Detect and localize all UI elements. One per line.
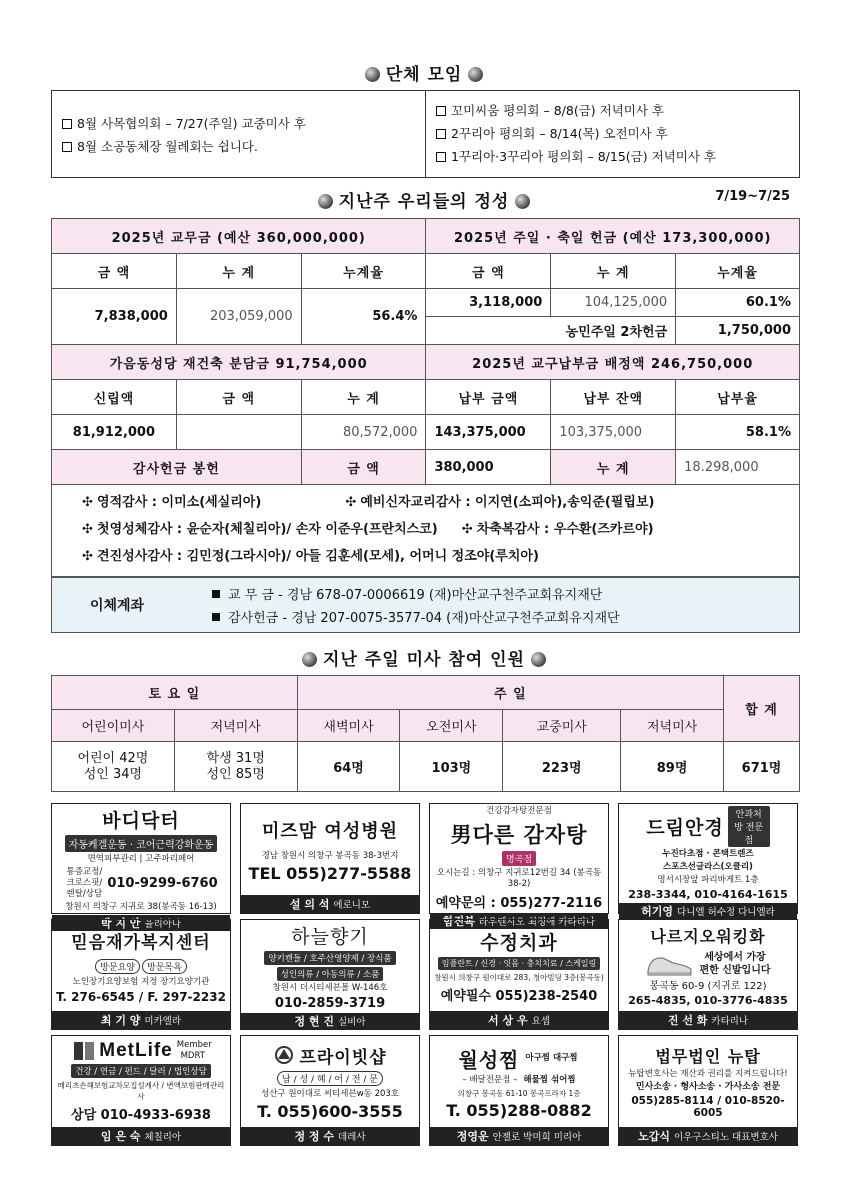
square-bullet-icon [212, 613, 220, 621]
ad-line: 성인의류 / 아동의류 / 소품 [277, 967, 384, 981]
ad-owner [52, 1127, 230, 1145]
thanks-label: 감사헌금 봉헌 [52, 450, 302, 485]
offering-title-text: 지난주 우리들의 정성 [338, 192, 510, 212]
ad-name: 나르지오워킹화 [650, 927, 766, 946]
ad-tel: 238-3344, 010-4164-1615 [628, 888, 788, 901]
mass-adult-count: 성인 34명 [83, 766, 143, 782]
ad-tel: 예약문의 : 055)277-2116 [435, 896, 603, 911]
ad-tel: T. 055)600-3555 [257, 1101, 403, 1121]
ad-welfare-center [51, 919, 231, 1030]
ad-line: 건강감자탕전문점 [486, 806, 552, 816]
ad-small: 창원시 더시티세븐몰 W-146호 [272, 983, 388, 993]
ad-line: 면역피부관리 | 고주파리페어 [87, 854, 195, 864]
bullet-icon [302, 652, 317, 667]
ad-owner-name: 진 선 화 [667, 1014, 708, 1027]
sun-amount: 3,118,000 [426, 289, 551, 317]
ad-line: 세상에서 가장 [704, 952, 766, 963]
mass-morning: 103명 [400, 742, 503, 792]
checkbox-icon [62, 119, 72, 129]
ad-small: 성산구 원이대로 씨티세븐w동 203호 [260, 1088, 400, 1099]
ad-line: 해물찜 섞어찜 [523, 1074, 576, 1085]
thanks-item: ✣ 첫영성체감사 : 윤순자(체칠리아)/ 손자 이준우(프란치스코) [82, 522, 438, 537]
ad-owner-sub: 카타리나 [711, 1016, 749, 1027]
group-title [0, 60, 848, 85]
col-total: 누 계 [551, 254, 676, 289]
ad-name: 드림안경 [646, 817, 724, 839]
thanks-col-total: 누 계 [551, 450, 676, 485]
ad-tel: TEL 055)277-5588 [248, 863, 412, 883]
thanks-text: 예비신자교리감사 : 이지연(소피아),송익준(필립보) [360, 495, 655, 510]
ad-narzio-shoes [618, 919, 798, 1030]
account-line [212, 607, 620, 626]
ad-owner [619, 1127, 797, 1145]
ad-small: 통증교정/크로스핏/렌탈/상담 [66, 867, 103, 899]
col-total: 누 계 [176, 254, 301, 289]
ad-owner-sub: 체칠리아 [144, 1132, 182, 1143]
ad-line: 자동케겔운동 · 코어근력강화운동 [65, 835, 218, 852]
ad-line: 안과처방 전문점 [728, 806, 770, 847]
ad-small: 메리츠손해보험교차모집설계사 / 변액보험판매관리사 [57, 1081, 225, 1101]
ad-line: 스포츠선글라스(오클리) [663, 862, 753, 872]
mass-col: 어린이미사 [52, 710, 175, 742]
ad-owner [619, 1011, 797, 1029]
ad-owner [430, 1127, 608, 1145]
ad-line: 건강 / 연금 / 펀드 / 달러 / 법인상담 [71, 1064, 211, 1078]
mass-main: 223명 [503, 742, 621, 792]
group-notice-box [51, 90, 800, 178]
ad-tel: 상담 010-4933-6938 [71, 1108, 211, 1123]
ad-owner-name: 정 정 수 [294, 1130, 334, 1143]
ad-mizmom [240, 803, 420, 914]
thanks-item: ✣ 차축복감사 : 우수환(즈카르야) [461, 522, 654, 537]
sun-total: 104,125,000 [551, 289, 676, 317]
mass-col: 저녁미사 [174, 710, 297, 742]
thanks-item: ✣ 예비신자교리감사 : 이지연(소피아),송익준(필립보) [345, 495, 655, 510]
thanks-text: 영적감사 : 이미소(세실리아) [97, 495, 262, 510]
bullet-icon [365, 67, 380, 82]
notice-text: 8월 소공동체장 월례회는 쉽니다. [77, 138, 258, 154]
ad-gamjatang [429, 803, 609, 928]
mass-total-head: 합 계 [724, 676, 800, 742]
ad-head [273, 1043, 386, 1068]
mass-col: 교중미사 [503, 710, 621, 742]
thanks-total: 18.298,000 [676, 450, 800, 485]
ad-owner-sub: 안젤로 박미희 미리아 [492, 1132, 582, 1143]
mass-table [51, 675, 800, 792]
ad-line: 뉴탑변호사는 재산과 권리를 지켜드립니다! [628, 1069, 788, 1079]
col-amount: 금 액 [176, 380, 301, 415]
mass-sat-evening [174, 742, 297, 792]
ad-owner-name: 노갑식 [638, 1130, 670, 1143]
ad-owner-sub: 실비아 [338, 1017, 366, 1028]
ad-owner-name: 함진복 [442, 915, 475, 928]
rebuild-head: 가음동성당 재건축 분담금 91,754,000 [52, 345, 426, 380]
account-line [212, 584, 620, 603]
rebuild-amount [176, 415, 301, 450]
farm-amount: 1,750,000 [676, 317, 800, 345]
ad-owner-name: 서 상 우 [488, 1014, 528, 1027]
notice-item [436, 124, 789, 142]
ad-small: 봉곡동 60-9 (지귀로 122) [649, 981, 767, 992]
metlife-logo-icon [73, 1041, 95, 1061]
ad-haneul-scent [240, 919, 420, 1030]
ad-body [241, 804, 419, 895]
mass-student-count: 학생 31명 [206, 750, 265, 766]
ad-owner [241, 895, 419, 913]
thanks-text: 견진성사감사 : 김민정(그라시아)/ 아들 김훈세(모세), 어머니 정조야(루치아) [97, 549, 539, 564]
thanks-text: 차축복감사 : 우수환(즈카르야) [476, 522, 654, 537]
ad-slogan [699, 951, 770, 977]
ad-line: 민사소송 · 형사소송 · 가사소송 전문 [635, 1082, 781, 1092]
col-rate: 누계율 [301, 254, 426, 289]
account-box [51, 577, 800, 633]
ad-owner-name: 정 현 진 [294, 1015, 334, 1028]
ad-line: 편한 신발입니다 [699, 965, 771, 976]
ad-owner-sub: 데레사 [338, 1132, 366, 1143]
ad-pills [94, 955, 188, 975]
ad-body [619, 1036, 797, 1127]
ad-line: Member MDRT [176, 1040, 212, 1061]
ad-owner-sub: 요셉 [531, 1016, 550, 1027]
ad-name: 바디닥터 [102, 810, 180, 832]
ad-head [459, 1044, 580, 1073]
bullet-icon [531, 652, 546, 667]
thanks-item: ✣ 영적감사 : 이미소(세실리아) [82, 495, 262, 510]
ad-body [241, 1036, 419, 1127]
edu-rate: 56.4% [301, 289, 426, 345]
ad-body [430, 804, 608, 913]
thanks-col-amount: 금 액 [301, 450, 426, 485]
farm-label: 농민주일 2차헌금 [426, 317, 676, 345]
rebuild-total: 80,572,000 [301, 415, 426, 450]
ad-line: 명곡점 [502, 851, 536, 866]
ad-owner [241, 1013, 419, 1029]
ad-owner [52, 1011, 230, 1029]
thanks-row [82, 489, 769, 516]
ad-pill: 방문요양 [95, 959, 140, 974]
ad-name: 수정치과 [480, 931, 558, 954]
ad-addr: 창원시 의창구 지귀로 38(봉곡동 16-13) [65, 902, 217, 912]
emblem-icon [273, 1045, 295, 1065]
ad-metlife [51, 1035, 231, 1146]
edu-head: 2025년 교무금 (예산 360,000,000) [52, 219, 426, 254]
ad-tel: 010-2859-3719 [274, 996, 386, 1011]
mass-col: 저녁미사 [621, 710, 724, 742]
mass-total: 671명 [724, 742, 800, 792]
diocese-rate: 58.1% [676, 415, 800, 450]
mass-child [52, 742, 175, 792]
edu-total: 203,059,000 [176, 289, 301, 345]
ad-body [52, 920, 230, 1011]
sun-rate: 60.1% [676, 289, 800, 317]
mass-adult-count: 성인 85명 [206, 766, 265, 782]
ads-grid [51, 803, 800, 1146]
notice-text: 8월 사목협의회 – 7/27(주일) 교중미사 후 [77, 115, 306, 131]
mass-col: 오전미사 [400, 710, 503, 742]
mass-child-count: 어린이 42명 [77, 750, 149, 766]
notice-item [436, 101, 789, 119]
col-amount: 금 액 [426, 254, 551, 289]
checkbox-icon [436, 129, 446, 139]
ad-body [619, 920, 797, 1011]
diocese-remain: 103,375,000 [551, 415, 676, 450]
ad-owner [619, 903, 797, 919]
square-bullet-icon [212, 590, 220, 598]
ad-tel: T. 055)288-0882 [446, 1100, 592, 1120]
ad-name: 하늘향기 [291, 926, 369, 948]
ad-owner-name: 정영운 [456, 1130, 489, 1143]
mass-title [0, 645, 848, 670]
ad-owner-sub: 라우렌시오 최정애 카타리나 [478, 917, 596, 928]
ad-dream-glasses [618, 803, 798, 918]
ad-owner [430, 1011, 608, 1029]
notice-text: 1꾸리아·3꾸리아 평의회 – 8/15(금) 저녁미사 후 [451, 149, 716, 164]
ad-owner-sub: 에로니모 [333, 900, 371, 911]
shoe-icon [645, 949, 695, 979]
ad-newtop-law [618, 1035, 798, 1146]
group-title-text: 단체 모임 [385, 65, 463, 85]
edu-amount: 7,838,000 [52, 289, 177, 345]
diocese-head: 2025년 교구납부금 배정액 246,750,000 [426, 345, 800, 380]
ad-head [646, 806, 769, 847]
ad-line: – 배달전문점 – [462, 1074, 518, 1085]
ad-pill: 방문목욕 [142, 959, 187, 974]
ad-head [73, 1040, 212, 1062]
date-range: 7/19~7/25 [715, 189, 790, 204]
mass-title-text: 지난 주일 미사 참여 인원 [323, 650, 525, 670]
rebuild-new: 81,912,000 [52, 415, 177, 450]
offering-table [51, 218, 800, 485]
ad-tel: T. 276-6545 / F. 297-2232 [56, 989, 226, 1004]
ad-owner-name: 박 지 안 [100, 917, 141, 930]
thanks-row [82, 543, 769, 570]
ad-owner-name: 허기영 [641, 905, 674, 918]
ad-tel: 055)285-8114 / 010-8520-6005 [631, 1095, 785, 1119]
ad-body-doctor [51, 803, 231, 930]
account-text: 교 무 금 - 경남 678-07-0006619 (재)마산교구천주교회유지재단 [228, 588, 603, 603]
bullet-icon [515, 194, 530, 209]
ad-name: 믿음재가복지센터 [71, 932, 211, 953]
thanks-list [51, 481, 800, 577]
checkbox-icon [62, 142, 72, 152]
col-new: 신립액 [52, 380, 177, 415]
mass-col: 새벽미사 [297, 710, 400, 742]
thanks-text: 첫영성체감사 : 윤순자(체칠리아)/ 손자 이준우(프란치스코) [97, 522, 438, 537]
notice-item [62, 114, 415, 132]
ad-owner-sub: 다니엘 허수정 다니엘라 [677, 907, 775, 918]
ad-line: 남 / 성 / 혜 / 어 / 전 / 문 [277, 1071, 383, 1086]
ad-small: 오시는길 : 의창구 지귀로12번길 34 (봉곡동 38-2) [436, 868, 602, 889]
ad-name: 법무법인 뉴탑 [655, 1047, 761, 1066]
ad-owner-sub: 미카엘라 [144, 1016, 182, 1027]
ad-line: 양키캔들 / 호주산영양제 / 장식품 [264, 951, 395, 965]
ad-sujeong-dental [429, 919, 609, 1030]
mass-dawn: 64명 [297, 742, 400, 792]
ad-tel: 010-9299-6760 [107, 876, 218, 891]
ad-tel: 265-4835, 010-3776-4835 [628, 994, 788, 1007]
ad-private-shop [240, 1035, 420, 1146]
ad-owner-name: 설 의 석 [289, 898, 330, 911]
bullet-icon [468, 67, 483, 82]
ad-name: 월성찜 [458, 1047, 520, 1072]
ad-owner-sub: 이우구스티노 대표변호사 [673, 1132, 778, 1143]
col-rate: 누계율 [676, 254, 800, 289]
thanks-amount: 380,000 [426, 450, 551, 485]
ad-owner-name: 최 기 양 [100, 1014, 141, 1027]
ad-owner-name: 임 은 숙 [100, 1130, 141, 1143]
thanks-row [82, 516, 769, 543]
notice-item [436, 147, 789, 165]
mass-evening: 89명 [621, 742, 724, 792]
ad-small: 명서시장앞 파리바게트 1층 [657, 875, 759, 885]
ad-mid [645, 949, 770, 979]
ad-small: 의창구 봉곡동 61-10 봉곡프라자 1층 [457, 1088, 581, 1098]
bullet-icon [318, 194, 333, 209]
ad-body [619, 804, 797, 903]
ad-name: 男다른 감자탕 [450, 822, 588, 847]
notice-text: 꼬미씨움 평의회 – 8/8(금) 저녁미사 후 [451, 103, 664, 118]
ad-body [430, 920, 608, 1011]
checkbox-icon [436, 106, 446, 116]
col-pay: 납부 금액 [426, 380, 551, 415]
ad-line: 아구찜 대구찜 [525, 1052, 578, 1063]
group-notice-left [52, 91, 425, 177]
account-label: 이체계좌 [89, 598, 145, 614]
account-text: 감사헌금 - 경남 207-0075-3577-04 (재)마산교구천주교회유지재단 [228, 611, 620, 626]
ad-line: 임플란트 / 신경 · 잇몸 · 충치치료 / 스케일링 [438, 957, 600, 970]
ad-contact [64, 867, 217, 900]
account-lines [182, 584, 620, 626]
mass-sat-head: 토 요 일 [52, 676, 298, 710]
col-remain: 납부 잔액 [551, 380, 676, 415]
checkbox-icon [436, 152, 446, 162]
ad-body [52, 1036, 230, 1127]
ad-tel: 예약필수 055)238-2540 [440, 988, 598, 1004]
ad-owner [241, 1127, 419, 1145]
ad-wolseong-jjim [429, 1035, 609, 1146]
ad-name: MetLife [99, 1040, 173, 1061]
notice-text: 2꾸리아 평의회 – 8/14(목) 오전미사 후 [451, 126, 668, 141]
ad-body [52, 804, 230, 915]
col-payrate: 납부율 [676, 380, 800, 415]
ad-line: 경남 창원시 의창구 봉곡동 38-3번지 [261, 850, 399, 861]
thanks-item: ✣ 견진성사감사 : 김민정(그라시아)/ 아들 김훈세(모세), 어머니 정조야(루치아) [82, 549, 539, 564]
group-notice-right [425, 91, 799, 177]
diocese-pay: 143,375,000 [426, 415, 551, 450]
ad-name: 프라이빗샵 [299, 1047, 387, 1068]
ad-owner-sub: 율리아나 [144, 919, 182, 930]
ad-small: 창원시 의창구 원이대로 283, 청아빌딩 3층(봉곡동) [434, 972, 604, 982]
col-total: 누 계 [301, 380, 426, 415]
ad-body [241, 920, 419, 1013]
notice-item [62, 137, 415, 155]
ad-line: 누진다초점 · 콘택트렌즈 [662, 849, 754, 859]
mass-sun-head: 주 일 [297, 676, 723, 710]
ad-mid [462, 1075, 575, 1086]
ad-name: 미즈맘 여성병원 [262, 820, 398, 842]
ad-small: 노인장기요양보험 지정 장기요양기관 [72, 976, 210, 987]
col-amount: 금 액 [52, 254, 177, 289]
ad-body [430, 1036, 608, 1127]
sun-head: 2025년 주일 · 축일 헌금 (예산 173,300,000) [426, 219, 800, 254]
